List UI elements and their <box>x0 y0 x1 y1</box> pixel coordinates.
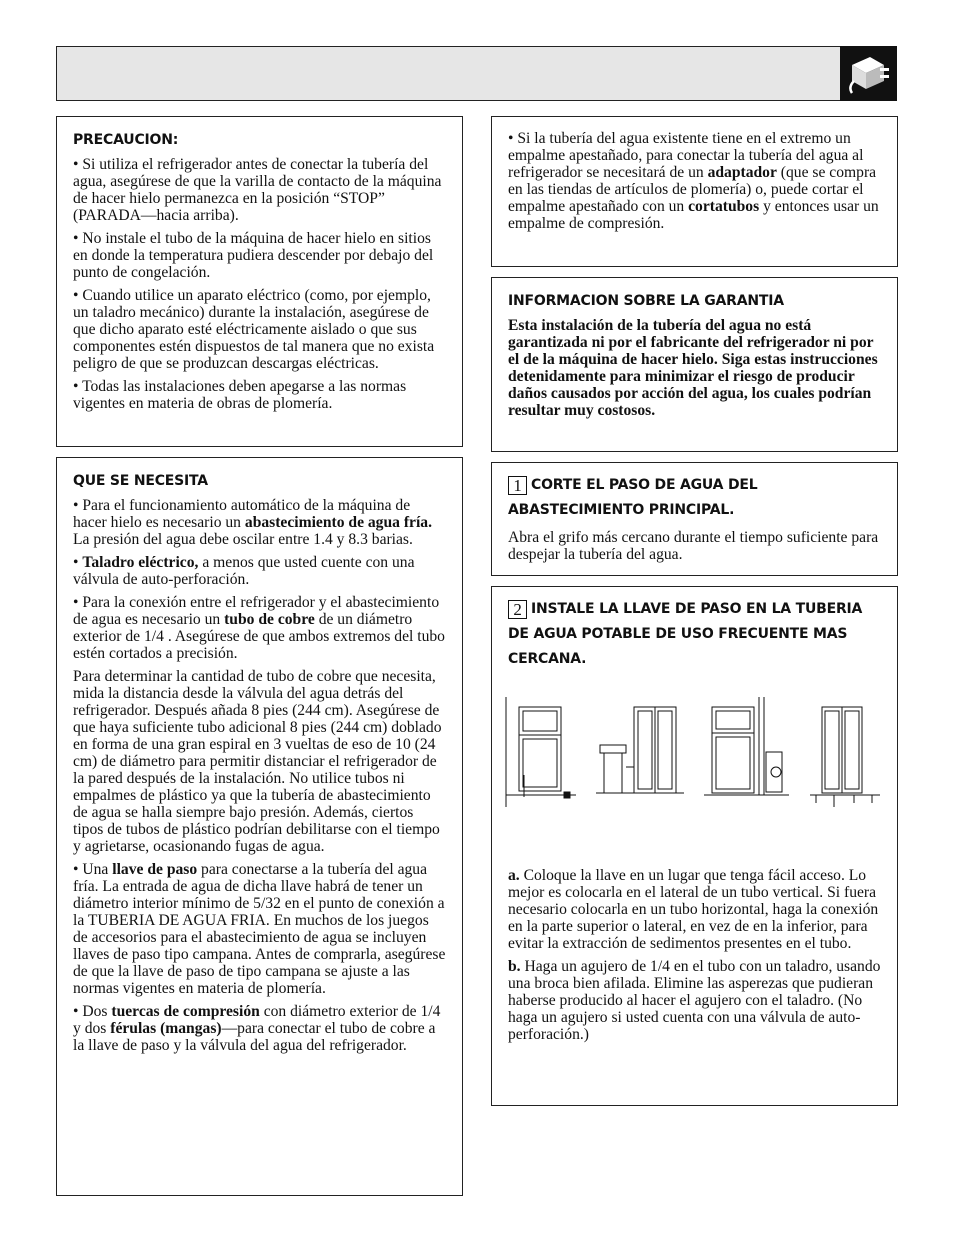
precaucion-box <box>56 116 463 447</box>
garantia-title: INFORMACION SOBRE LA GARANTIA <box>508 293 784 309</box>
necesita-bullet-1: • Para el funcionamiento automático de la máquina de hacer hielo es necesario un abastecimiento de agua fría. La presión del agua debe oscilar entre 1.4 y 8.3 barias. <box>73 497 432 548</box>
step2-heading: 2 INSTALE LA LLAVE DE PASO EN LA TUBERIA DE AGUA POTABLE DE USO FRECUENTE MAS CERCANA. <box>508 600 863 667</box>
necesita-bullet-4: • Una llave de paso para conectarse a la tubería del agua fría. La entrada de agua de dicha llave habrá de tener un diámetro interior mínimo de 5/32 en el punto de conexión a la TUBERIA DE AGUA FRIA. En muchos de los juegos de accesorios para el abastecimiento de agua se incluyen llaves de paso tipo campana. Antes de comprarla, asegúrese de que la llave de paso de tipo campana se ajuste a las normas vigentes en materia de plomería. <box>73 861 446 997</box>
step1-number: 1 <box>508 476 527 495</box>
step1-heading: 1 CORTE EL PASO DE AGUA DEL ABASTECIMIENTO PRINCIPAL. <box>508 476 758 518</box>
precaucion-bullet-3: • Cuando utilice un aparato eléctrico (como, por ejemplo, un taladro mecánico) durante la instalación, asegúrese de que dicho aparato esté eléctricamente aislado o que sus componentes estén dispuestos de tal manera que no exista peligro de que se produzcan descargas eléctricas. <box>73 287 435 372</box>
header-bar <box>56 46 897 101</box>
tuberia-box <box>491 116 898 267</box>
step1-text: Abra el grifo más cercano durante el tiempo suficiente para despejar la tubería del agua. <box>508 529 879 563</box>
step1-box <box>491 462 898 576</box>
precaucion-bullet-1: • Si utiliza el refrigerador antes de conectar la tubería del agua, asegúrese de que la varilla de contacto de la máquina de hacer hielo permanezca en la posición “STOP” (PARADA—hacia arriba). <box>73 156 442 224</box>
precaucion-bullet-4: • Todas las instalaciones deben apegarse a las normas vigentes en materia de obras de plomería. <box>73 378 407 412</box>
step2-number: 2 <box>508 600 527 619</box>
necesita-bullet-5: • Dos tuercas de compresión con diámetro exterior de 1/4 y dos férulas (mangas)—para conectar el tubo de cobre a la llave de paso y la válvula del agua del refrigerador. <box>73 1003 441 1054</box>
necesita-title: QUE SE NECESITA <box>73 473 208 489</box>
necesita-bullet-3: • Para la conexión entre el refrigerador y el abastecimiento de agua es necesario un tubo de cobre de un diámetro exterior de 1/4 . Asegúrese de que ambos extremos del tubo estén cortados a precisión. <box>73 594 445 662</box>
step2-instruction-b: b. Haga un agujero de 1/4 en el tubo con un taladro, usando una broca bien afilada. Elimine las asperezas que pudieran haberse producido al hacer el agujero con el taladro. (No haga un agujero si usted cuenta con una válvula de auto-perforación.) <box>508 958 881 1043</box>
garantia-text: Esta instalación de la tubería del agua no está garantizada ni por el fabricante del refrigerador ni por el de la máquina de hacer hielo. Siga estas instrucciones detenidamente para minimizar el riesgo de producir daños causados por acción del agua, los cuales podrían resultar muy costosos. <box>508 317 878 419</box>
tuberia-paragraph: • Si la tubería del agua existente tiene en el extremo un empalme apestañado, para conectar la tubería del agua al refrigerador se necesitará de un adaptador (que se compra en las tiendas de artículos de plomería) o, puede cortar el empalme apestañado con un cortatubos y entonces usar un empalme de compresión. <box>508 130 879 232</box>
step2-box <box>491 586 898 1106</box>
refrigerator-illustration <box>504 697 884 817</box>
necesita-paragraph: Para determinar la cantidad de tubo de cobre que necesita, mida la distancia desde la válvula del agua detrás del refrigerador. Después añada 8 pies (244 cm). Asegúrese de que haya suficiente tubo adicional 8 pies (244 cm) doblado en forma de una gran espiral en 3 vueltas de eso de 10 (24 cm) de diámetro para permitir distanciar el refrigerador de la pared después de la instalación. No utilice tubos ni empalmes de plástico ya que la tubería de abastecimiento de agua se halla siempre bajo presión. Además, ciertos tipos de tubos de plástico podrían debilitarse con el tiempo y agrietarse, ocasionando fugas de agua. <box>73 668 442 855</box>
precaucion-bullet-2: • No instale el tubo de la máquina de hacer hielo en sitios en donde la temperatura pudiera descender por debajo del punto de congelación. <box>73 230 434 281</box>
garantia-box <box>491 277 898 452</box>
precaucion-title: PRECAUCION: <box>73 132 179 148</box>
plug-icon <box>840 46 897 101</box>
step2-instruction-a: a. Coloque la llave en un lugar que tenga fácil acceso. Lo mejor es colocarla en el lateral de un tubo vertical. Si fuera necesario colocarla en un tubo horizontal, haga la conexión en la parte superior o lateral, en vez de en la inferior, para evitar la extracción de sedimentos presentes en el tubo. <box>508 867 879 952</box>
necesita-box <box>56 457 463 1196</box>
necesita-bullet-2: • Taladro eléctrico, a menos que usted cuente con una válvula de auto-perforación. <box>73 554 415 588</box>
